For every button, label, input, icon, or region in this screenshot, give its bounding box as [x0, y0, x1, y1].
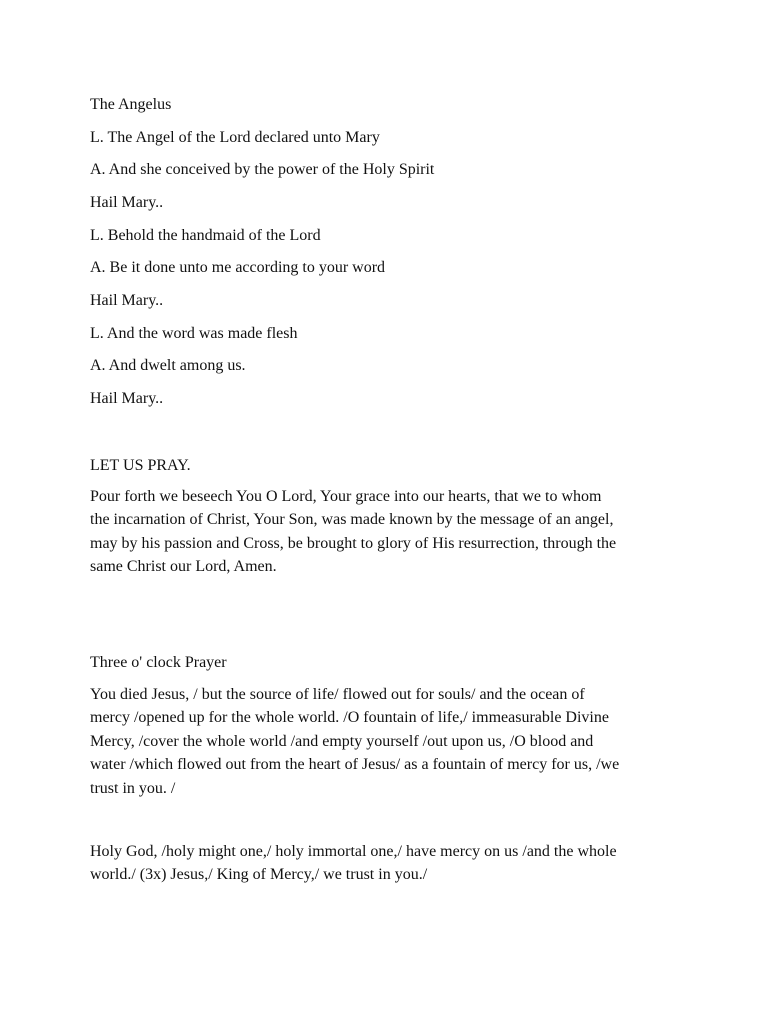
paragraph-line: You died Jesus, / but the source of life/ flowed out for souls/ and the ocean of	[90, 686, 585, 703]
paragraph-line: Mercy, /cover the whole world /and empty yourself /out upon us, /O blood and	[90, 732, 594, 750]
three-oclock-paragraph-1	[90, 683, 680, 800]
let-us-pray-heading: LET US PRAY.	[90, 457, 191, 474]
angelus-line: A. And dwelt among us.	[90, 357, 246, 374]
angelus-line: Hail Mary..	[90, 390, 164, 407]
angelus-line: L. Behold the handmaid of the Lord	[90, 227, 321, 244]
paragraph-line: Pour forth we beseech You O Lord, Your grace into our hearts, that we to whom	[90, 488, 602, 505]
angelus-line: Hail Mary..	[90, 292, 164, 309]
let-us-pray-paragraph	[90, 485, 680, 579]
angelus-line: Hail Mary..	[90, 194, 164, 211]
angelus-title: The Angelus	[90, 96, 172, 113]
angelus-line: L. The Angel of the Lord declared unto Mary	[90, 129, 380, 146]
paragraph-line: Holy God, /holy might one,/ holy immortal one,/ have mercy on us /and the whole	[90, 843, 617, 860]
angelus-line: A. Be it done unto me according to your word	[90, 259, 386, 276]
paragraph-line: trust in you. /	[90, 779, 176, 797]
three-oclock-paragraph-2	[90, 840, 680, 887]
three-oclock-title: Three o' clock Prayer	[90, 654, 227, 671]
paragraph-line: water /which flowed out from the heart of Jesus/ as a fountain of mercy for us, /we	[90, 756, 620, 774]
paragraph-line: world./ (3x) Jesus,/ King of Mercy,/ we trust in you./	[90, 866, 428, 884]
paragraph-line: may by his passion and Cross, be brought to glory of His resurrection, through the	[90, 534, 617, 552]
paragraph-line: mercy /opened up for the whole world. /O fountain of life,/ immeasurable Divine	[90, 709, 609, 727]
paragraph-line: same Christ our Lord, Amen.	[90, 558, 277, 576]
angelus-line: L. And the word was made flesh	[90, 325, 298, 342]
angelus-line: A. And she conceived by the power of the Holy Spirit	[90, 161, 435, 178]
paragraph-line: the incarnation of Christ, Your Son, was made known by the message of an angel,	[90, 511, 614, 529]
